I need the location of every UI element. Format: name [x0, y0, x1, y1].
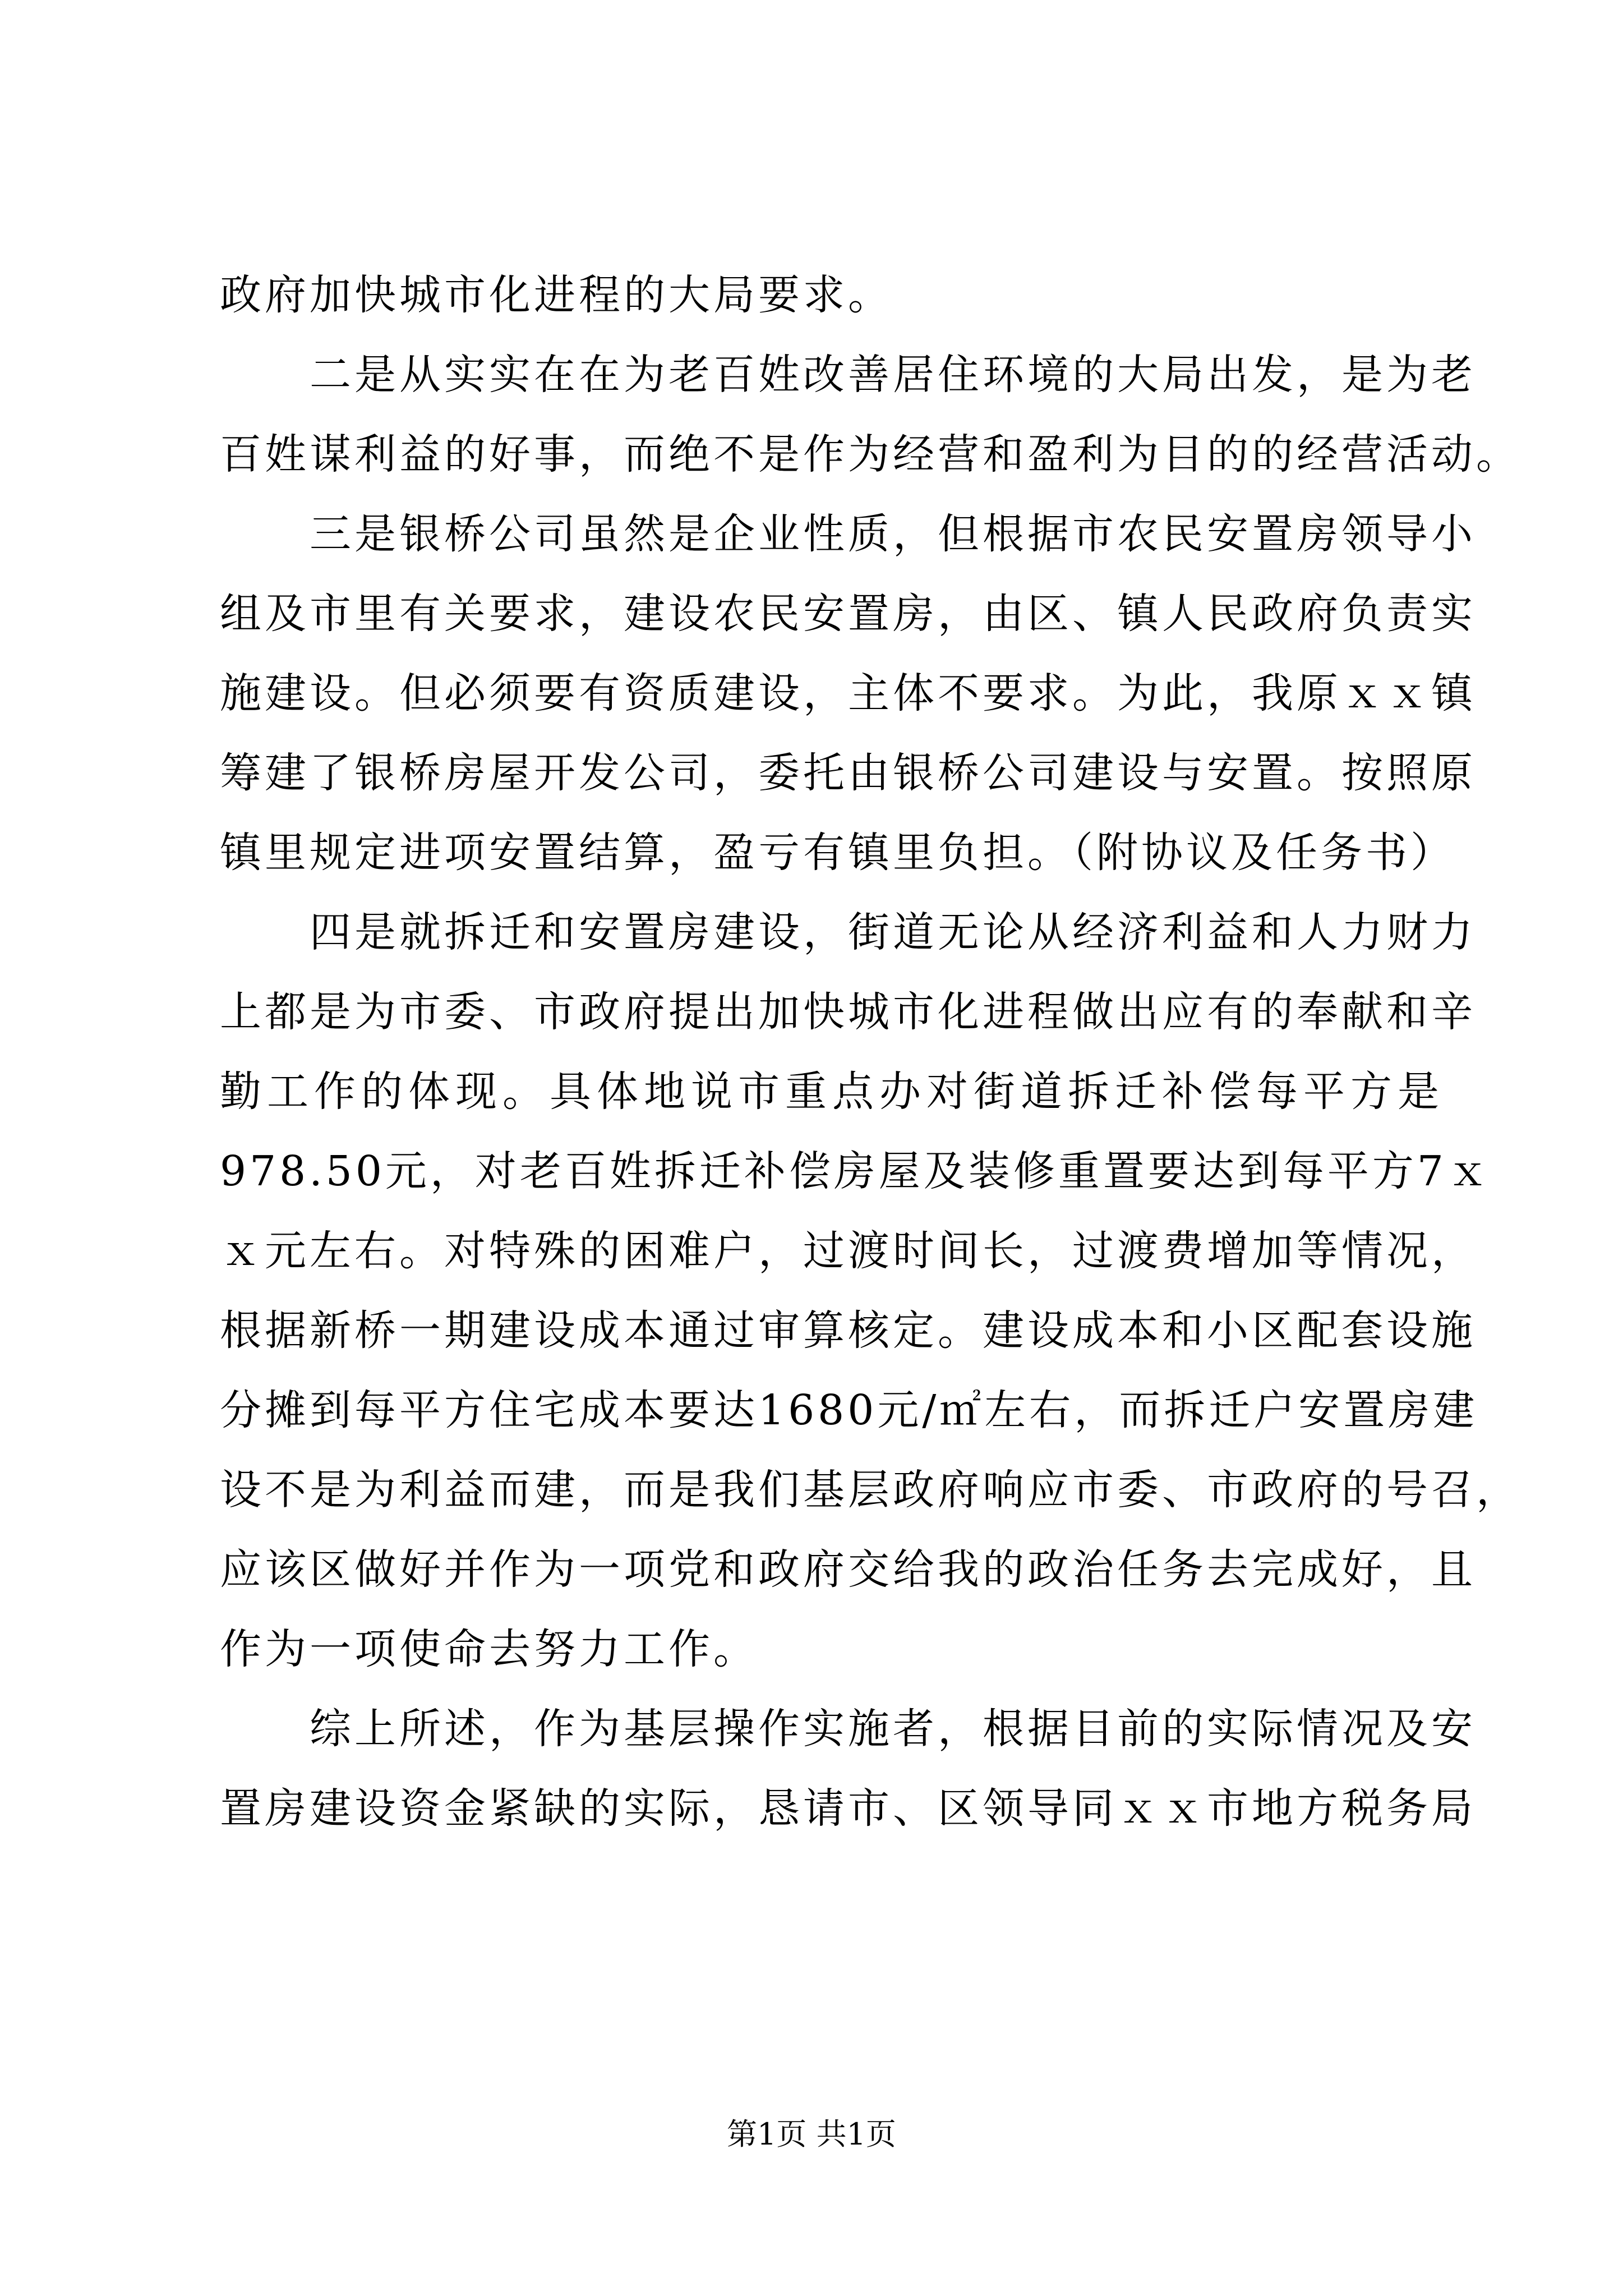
document-body: [220, 255, 1521, 1848]
text-line: 设不是为利益而建，而是我们基层政府响应市委、市政府的号召，: [220, 1466, 1521, 1514]
text-line: 四是就拆迁和安置房建设，街道无论从经济利益和人力财力: [310, 908, 1476, 956]
text-line: 上都是为市委、市政府提出加快城市化进程做出应有的奉献和辛: [220, 988, 1476, 1036]
text-line: 应该区做好并作为一项党和政府交给我的政治任务去完成好，且: [220, 1545, 1476, 1594]
text-line: 二是从实实在在为老百姓改善居住环境的大局出发，是为老: [310, 351, 1476, 399]
text-line: 三是银桥公司虽然是企业性质，但根据市农民安置房领导小: [310, 510, 1476, 558]
text-line: ｘ元左右。对特殊的困难户，过渡时间长，过渡费增加等情况，: [220, 1227, 1476, 1275]
text-line: 综上所述，作为基层操作实施者，根据目前的实际情况及安: [310, 1705, 1476, 1753]
text-line: 978.50元，对老百姓拆迁补偿房屋及装修重置要达到每平方7ｘ: [220, 1147, 1492, 1195]
page-footer: 第1页 共1页: [727, 2116, 896, 2152]
text-line: 置房建设资金紧缺的实际，恳请市、区领导同ｘｘ市地方税务局: [220, 1784, 1476, 1833]
text-line: 勤工作的体现。具体地说市重点办对街道拆迁补偿每平方是: [220, 1068, 1442, 1116]
text-line: 施建设。但必须要有资质建设，主体不要求。为此，我原ｘｘ镇: [220, 669, 1476, 717]
text-line: 筹建了银桥房屋开发公司，委托由银桥公司建设与安置。按照原: [220, 749, 1476, 797]
text-line: 政府加快城市化进程的大局要求。: [220, 271, 893, 319]
text-line: 分摊到每平方住宅成本要达1680元/㎡左右，而拆迁户安置房建: [220, 1386, 1478, 1434]
text-line: 镇里规定进项安置结算，盈亏有镇里负担。（附协议及任务书）: [220, 829, 1455, 877]
text-line: 作为一项使命去努力工作。: [220, 1625, 758, 1673]
text-line: 百姓谋利益的好事，而绝不是作为经营和盈利为目的的经营活动。: [220, 430, 1521, 478]
text-line: 根据新桥一期建设成本通过审算核定。建设成本和小区配套设施: [220, 1306, 1476, 1355]
text-line: 组及市里有关要求，建设农民安置房，由区、镇人民政府负责实: [220, 590, 1476, 638]
